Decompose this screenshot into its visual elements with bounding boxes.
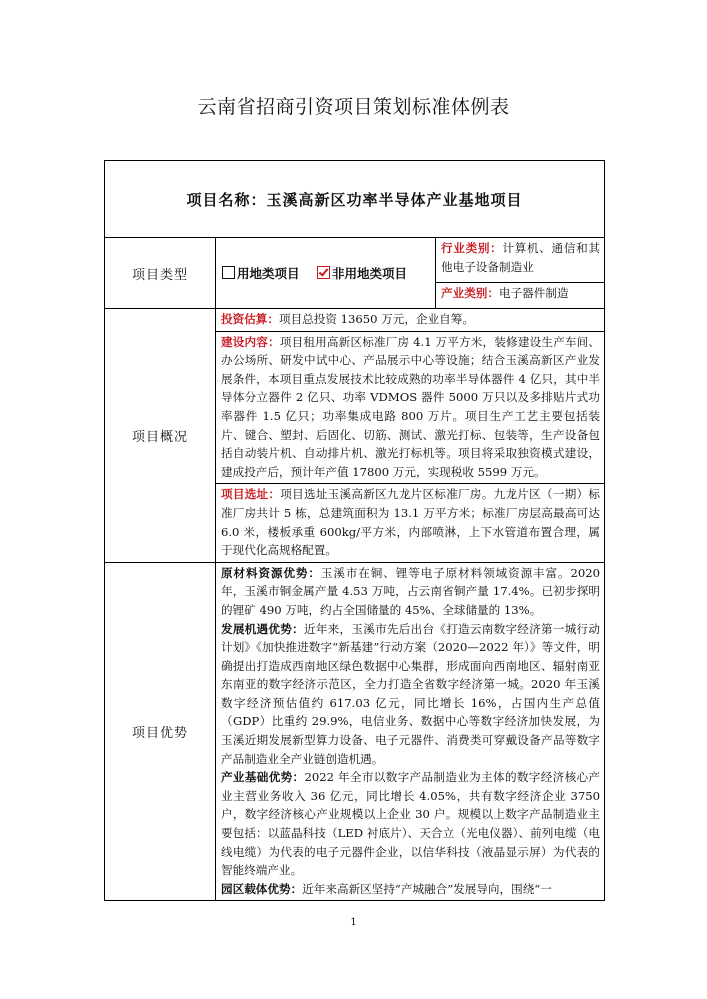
content-text: 项目租用高新区标准厂房 4.1 万平方米，装修建设生产车间、办公场所、研发中试中心、产品展示中心等设施；结合玉溪高新区产业发展条件，本项目重点发展技术比较成熟的功率半导体器件 4 亿只，其中半导体分立器件 2 亿只、功率 VDMOS 器件 5000 万只以及多排贴片式功率器件 1.5 亿只；功率集成电路 800 万片。项目生产工艺主要包括装片、键合、塑封、后固化、切筋、测试、激光打标、包装等，生产设备包括自动装片机、自动排片机、激光打标机等。项目将采取独资模式建设，建成投产后，预计年产值 17800 万元，实现税收 5599 万元。 bbox=[221, 334, 601, 479]
overview-label-cell bbox=[105, 309, 216, 563]
park-paragraph bbox=[221, 880, 600, 899]
type-row bbox=[105, 238, 605, 283]
industry-base-paragraph bbox=[221, 768, 600, 880]
investment-cell bbox=[216, 309, 605, 332]
advantages-label-cell bbox=[105, 562, 216, 901]
non-land-checkbox[interactable] bbox=[317, 266, 330, 279]
type-label: 项目类型 bbox=[131, 267, 188, 283]
industry-category-value: 计算机、通信和其他电子设备制造业 bbox=[441, 241, 601, 274]
land-option-label: 用地类项目 bbox=[237, 266, 300, 281]
land-checkbox[interactable] bbox=[222, 266, 235, 279]
page-number: 1 bbox=[350, 917, 357, 928]
opportunity-paragraph bbox=[221, 620, 600, 769]
raw-material-label: 原材料资源优势： bbox=[221, 565, 321, 580]
opportunity-label: 发展机遇优势： bbox=[221, 621, 304, 636]
non-land-option[interactable] bbox=[317, 266, 407, 281]
overview-label: 项目概况 bbox=[131, 429, 188, 445]
document-title: 云南省招商引资项目策划标准体例表 bbox=[197, 96, 510, 118]
investment-row bbox=[105, 309, 605, 332]
park-label: 园区载体优势： bbox=[221, 881, 303, 896]
content-cell bbox=[216, 331, 605, 484]
type-label-cell bbox=[105, 238, 216, 309]
industry-base-label: 产业基础优势： bbox=[221, 770, 305, 785]
type-options-cell bbox=[216, 238, 436, 309]
site-label: 项目选址： bbox=[221, 487, 281, 502]
content-label: 建设内容： bbox=[221, 334, 280, 349]
advantages-row bbox=[105, 562, 605, 901]
project-name-cell bbox=[105, 161, 605, 238]
non-land-option-label: 非用地类项目 bbox=[331, 266, 407, 281]
advantages-label: 项目优势 bbox=[131, 726, 188, 742]
raw-material-text: 玉溪市在铜、锂等电子原材料领域资源丰富。2020 年，玉溪市铜金属产量 4.53 万吨，占云南省铜产量 17.4%。已初步探明的锂矿 490 万吨，约占全国储量的 45%、全球储量的 13%。 bbox=[221, 565, 601, 617]
product-category-cell bbox=[436, 282, 605, 308]
industry-base-text: 2022 年全市以数字产品制造业为主体的数字经济核心产业主营业务收入 36 亿元，同比增长 4.05%，共有数字经济企业 3750 户，数字经济核心产业规模以上企业 30 户。规模以上数字产品制造业主要包括：以蓝晶科技（LED 衬底片）、天合立（光电仪器）、前列电缆（电线电缆）为代表的电子元器件企业，以信华科技（液晶显示屏）为代表的智能终端产业。 bbox=[221, 770, 601, 878]
project-name-row bbox=[105, 161, 605, 238]
raw-material-paragraph bbox=[221, 564, 600, 620]
investment-label: 投资估算： bbox=[221, 312, 279, 326]
advantages-cell bbox=[216, 562, 605, 901]
product-category-value: 电子器件制造 bbox=[498, 285, 569, 300]
product-category-label: 产业类别： bbox=[441, 285, 499, 300]
project-name: 项目名称：玉溪高新区功率半导体产业基地项目 bbox=[186, 190, 523, 209]
opportunity-text: 近年来，玉溪市先后出台《打造云南数字经济第一城行动计划》《加快推进数字“新基建”行动方案（2020—2022 年）》等文件，明确提出打造成西南地区绿色数据中心集群，形成面向西南地区、辐射南亚东南亚的数字经济示范区，全力打造全省数字经济第一城。2020 年玉溪数字经济预估值约 617.03 亿元，同比增长 16%，占国内生产总值（GDP）比重约 29.9%，电信业务、数据中心等数字经济加快发展，为玉溪近期发展新型算力设备、电子元器件、消费类可穿戴设备产品等数字产品制造业全产业链创造机遇。 bbox=[221, 621, 601, 766]
site-cell bbox=[216, 484, 605, 562]
park-text: 近年来高新区坚持“产城融合”发展导向，围绕“一 bbox=[302, 881, 552, 896]
land-option[interactable] bbox=[222, 266, 300, 281]
investment-text: 项目总投资 13650 万元，企业自筹。 bbox=[278, 312, 474, 326]
industry-category-cell bbox=[436, 238, 605, 283]
industry-category-label: 行业类别： bbox=[441, 241, 503, 255]
site-text: 项目选址玉溪高新区九龙片区标准厂房。九龙片区（一期）标准厂房共计 5 栋，总建筑面积为 13.1 万平方米；标准厂房层高最高可达 6.0 米，楼板承重 600kg/平方米，内部喷淋，上下水管道布置合理，属于现代化高规格配置。 bbox=[221, 487, 601, 558]
project-table bbox=[104, 160, 605, 901]
